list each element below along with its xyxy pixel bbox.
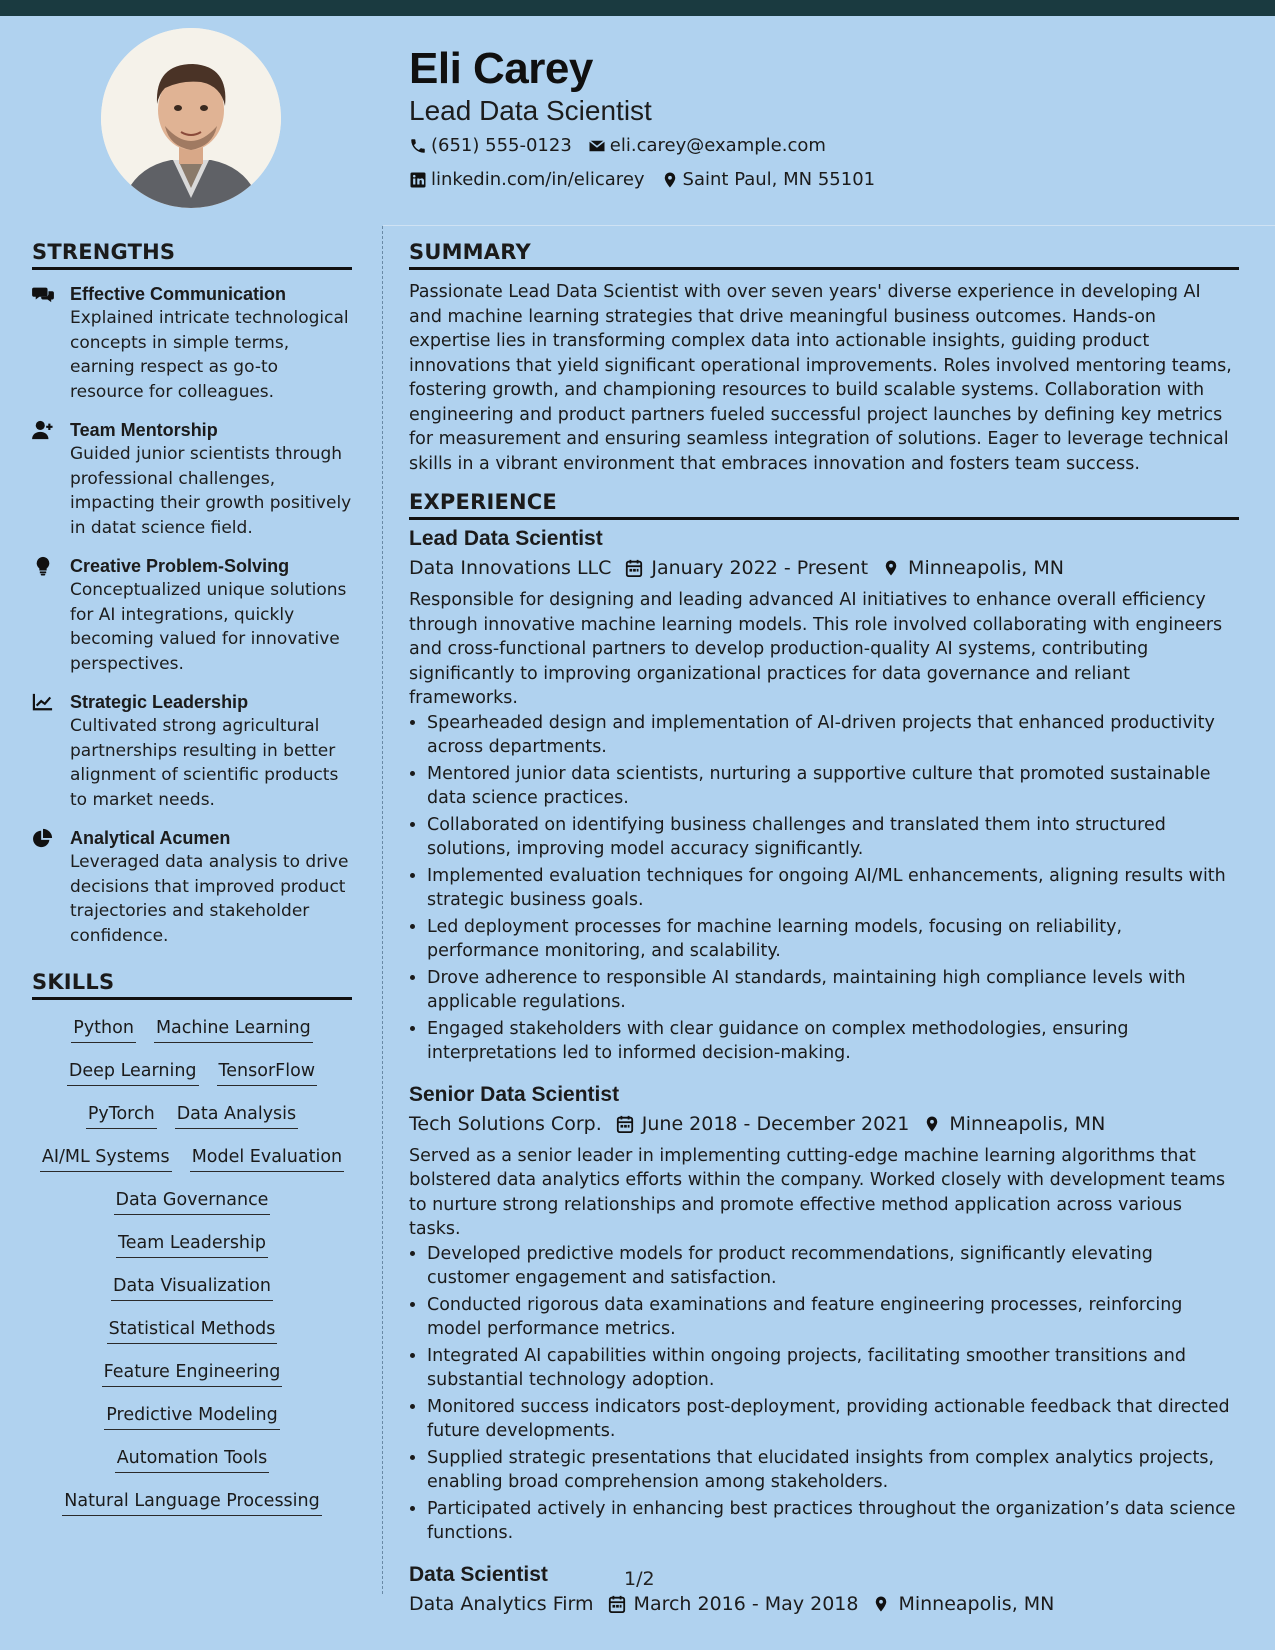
skill-chip: TensorFlow	[217, 1059, 318, 1086]
location-item	[661, 164, 876, 196]
job-bullet: • Collaborated on identifying business challenges and translated them into structured solutions, improving model accuracy significantly.	[427, 813, 1239, 862]
job-bullet: • Drove adherence to responsible AI standards, maintaining high compliance levels with applicable regulations.	[427, 966, 1239, 1015]
lightbulb-icon	[32, 556, 54, 576]
strength-item	[32, 282, 352, 404]
skills-list	[32, 1012, 352, 1516]
skill-chip: PyTorch	[86, 1102, 157, 1129]
skill-chip: Natural Language Processing	[62, 1489, 322, 1516]
experience-title: EXPERIENCE	[409, 490, 1239, 520]
strength-title: Analytical Acumen	[70, 828, 231, 848]
line-chart-icon	[32, 692, 54, 712]
job-meta	[409, 1108, 1239, 1140]
job-bullet: • Developed predictive models for product recommendations, significantly elevating customer engagement and satisfaction.	[427, 1242, 1239, 1291]
page-number: 1/2	[624, 1568, 655, 1590]
phone-text: (651) 555-0123	[431, 135, 572, 156]
left-column	[32, 240, 352, 1516]
job-bullet: • Engaged stakeholders with clear guidance on complex methodologies, ensuring interpretations led to informed decision-making.	[427, 1017, 1239, 1066]
phone-icon	[409, 137, 427, 155]
skill-chip: Data Analysis	[175, 1102, 298, 1129]
email-text: eli.carey@example.com	[609, 135, 826, 156]
strength-title: Effective Communication	[70, 284, 287, 304]
comments-icon	[32, 284, 54, 304]
job-bullets	[409, 1242, 1239, 1546]
strength-desc: Leveraged data analysis to drive decisions that improved product trajectories and stakeholder confidence.	[70, 852, 349, 946]
map-pin-icon	[661, 171, 679, 189]
job-company: Data Innovations LLC	[409, 557, 612, 579]
calendar-icon	[608, 1594, 626, 1614]
job-bullet: • Spearheaded design and implementation of AI-driven projects that enhanced productivity across departments.	[427, 711, 1239, 760]
calendar-icon	[625, 558, 643, 578]
skill-chip: Python	[71, 1016, 136, 1043]
skill-chip: Feature Engineering	[102, 1360, 283, 1387]
job-company: Data Analytics Firm	[409, 1592, 594, 1615]
job-location: Minneapolis, MN	[898, 1592, 1055, 1615]
header-divider	[383, 225, 1275, 226]
map-pin-icon	[882, 558, 900, 578]
map-pin-icon	[923, 1114, 941, 1134]
job-dates: March 2016 - May 2018	[633, 1592, 859, 1615]
skill-chip: Automation Tools	[115, 1446, 270, 1473]
job-title: Senior Data Scientist	[409, 1082, 620, 1106]
job-bullet: • Mentored junior data scientists, nurturing a supportive culture that promoted sustainable data science practices.	[427, 762, 1239, 811]
top-bar	[0, 0, 1275, 16]
strength-item	[32, 418, 352, 540]
job-entry	[409, 526, 1239, 1066]
job-description: Served as a senior leader in implementing cutting-edge machine learning algorithms that bolstered data analytics efforts within the company. Worked closely with development teams to nurture strong relationships and promote effective method application across various tasks.	[409, 1145, 1226, 1239]
pie-chart-icon	[32, 828, 54, 848]
job-dates: June 2018 - December 2021	[641, 1112, 910, 1135]
linkedin-icon	[409, 171, 427, 189]
job-bullet: • Monitored success indicators post-deployment, providing actionable feedback that directed future developments.	[427, 1395, 1239, 1444]
job-bullet: • Participated actively in enhancing best practices throughout the organization’s data science functions.	[427, 1497, 1239, 1546]
candidate-role: Lead Data Scientist	[409, 95, 652, 126]
contact-row-2	[409, 164, 1239, 196]
skill-chip: AI/ML Systems	[40, 1145, 172, 1172]
location-text: Saint Paul, MN 55101	[682, 169, 876, 190]
job-meta	[409, 552, 1239, 584]
strength-desc: Explained intricate technological concepts in simple terms, earning respect as go-to resource for colleagues.	[70, 308, 349, 402]
strength-title: Strategic Leadership	[70, 692, 249, 712]
contact-row-1	[409, 130, 1239, 162]
skill-chip: Deep Learning	[67, 1059, 199, 1086]
job-title: Data Scientist	[409, 1562, 548, 1586]
job-title: Lead Data Scientist	[409, 527, 603, 550]
strength-desc: Cultivated strong agricultural partnerships resulting in better alignment of scientific products to market needs.	[70, 716, 339, 810]
job-description: Responsible for designing and leading advanced AI initiatives to enhance overall efficiency through innovative machine learning models. This role involved collaborating with engineers and cross-functional partners to develop production-quality AI systems, contributing significantly to improving organizational practices for data governance and reliant frameworks.	[409, 590, 1223, 708]
map-pin-icon	[872, 1594, 890, 1614]
strengths-title: STRENGTHS	[32, 240, 352, 270]
job-entry	[409, 1082, 1239, 1546]
strength-desc: Conceptualized unique solutions for AI integrations, quickly becoming valued for innovative perspectives.	[70, 580, 347, 674]
envelope-icon	[588, 137, 606, 155]
job-dates: January 2022 - Present	[651, 557, 869, 579]
job-company: Tech Solutions Corp.	[409, 1112, 602, 1135]
job-entry	[409, 1562, 1239, 1620]
summary-text: Passionate Lead Data Scientist with over seven years' diverse experience in developing AI and machine learning strategies that drive meaningful business outcomes. Hands-on expertise lies in transforming complex data into actionable insights, guiding product innovations that yield significant operational improvements. Roles involved mentoring teams, fostering growth, and championing resources to build scalable systems. Collaboration with engineering and product partners fueled successful project launches by defining key metrics for measurement and ensuring seamless integration of solutions. Eager to leverage technical skills in a vibrant environment that embraces innovation and fosters team success.	[409, 282, 1232, 474]
linkedin-text: linkedin.com/in/elicarey	[431, 169, 645, 190]
column-divider	[382, 226, 383, 1594]
phone-item	[409, 130, 572, 162]
email-item[interactable]	[588, 130, 826, 162]
strength-item	[32, 690, 352, 812]
right-column	[409, 240, 1239, 1620]
job-bullet: • Led deployment processes for machine learning models, focusing on reliability, performance monitoring, and scalability.	[427, 915, 1239, 964]
skill-chip: Data Visualization	[111, 1274, 273, 1301]
strength-title: Creative Problem-Solving	[70, 556, 290, 576]
strength-item	[32, 554, 352, 676]
calendar-icon	[616, 1114, 634, 1134]
skill-chip: Machine Learning	[154, 1016, 313, 1043]
strength-item	[32, 826, 352, 948]
job-bullets	[409, 711, 1239, 1066]
candidate-name: Eli Carey	[409, 44, 593, 93]
job-meta	[409, 1588, 1239, 1620]
strength-desc: Guided junior scientists through professional challenges, impacting their growth positively in datat science field.	[70, 444, 352, 538]
profile-photo	[101, 28, 281, 208]
skill-chip: Predictive Modeling	[104, 1403, 279, 1430]
job-bullet: • Conducted rigorous data examinations and feature engineering processes, reinforcing model performance metrics.	[427, 1293, 1239, 1342]
resume-header	[409, 42, 1239, 196]
strength-title: Team Mentorship	[70, 420, 218, 440]
job-location: Minneapolis, MN	[908, 557, 1064, 579]
job-bullet: • Implemented evaluation techniques for ongoing AI/ML enhancements, aligning results with strategic business goals.	[427, 864, 1239, 913]
summary-title: SUMMARY	[409, 240, 1239, 270]
skill-chip: Statistical Methods	[107, 1317, 278, 1344]
skill-chip: Model Evaluation	[190, 1145, 344, 1172]
linkedin-item[interactable]	[409, 164, 645, 196]
skills-title: SKILLS	[32, 970, 352, 1000]
job-location: Minneapolis, MN	[949, 1112, 1106, 1135]
skill-chip: Data Governance	[114, 1188, 271, 1215]
user-plus-icon	[32, 420, 54, 440]
skill-chip: Team Leadership	[116, 1231, 268, 1258]
job-bullet: • Integrated AI capabilities within ongoing projects, facilitating smoother transitions and substantial technology adoption.	[427, 1344, 1239, 1393]
job-bullet: • Supplied strategic presentations that elucidated insights from complex analytics projects, enabling broad comprehension among stakeholders.	[427, 1446, 1239, 1495]
